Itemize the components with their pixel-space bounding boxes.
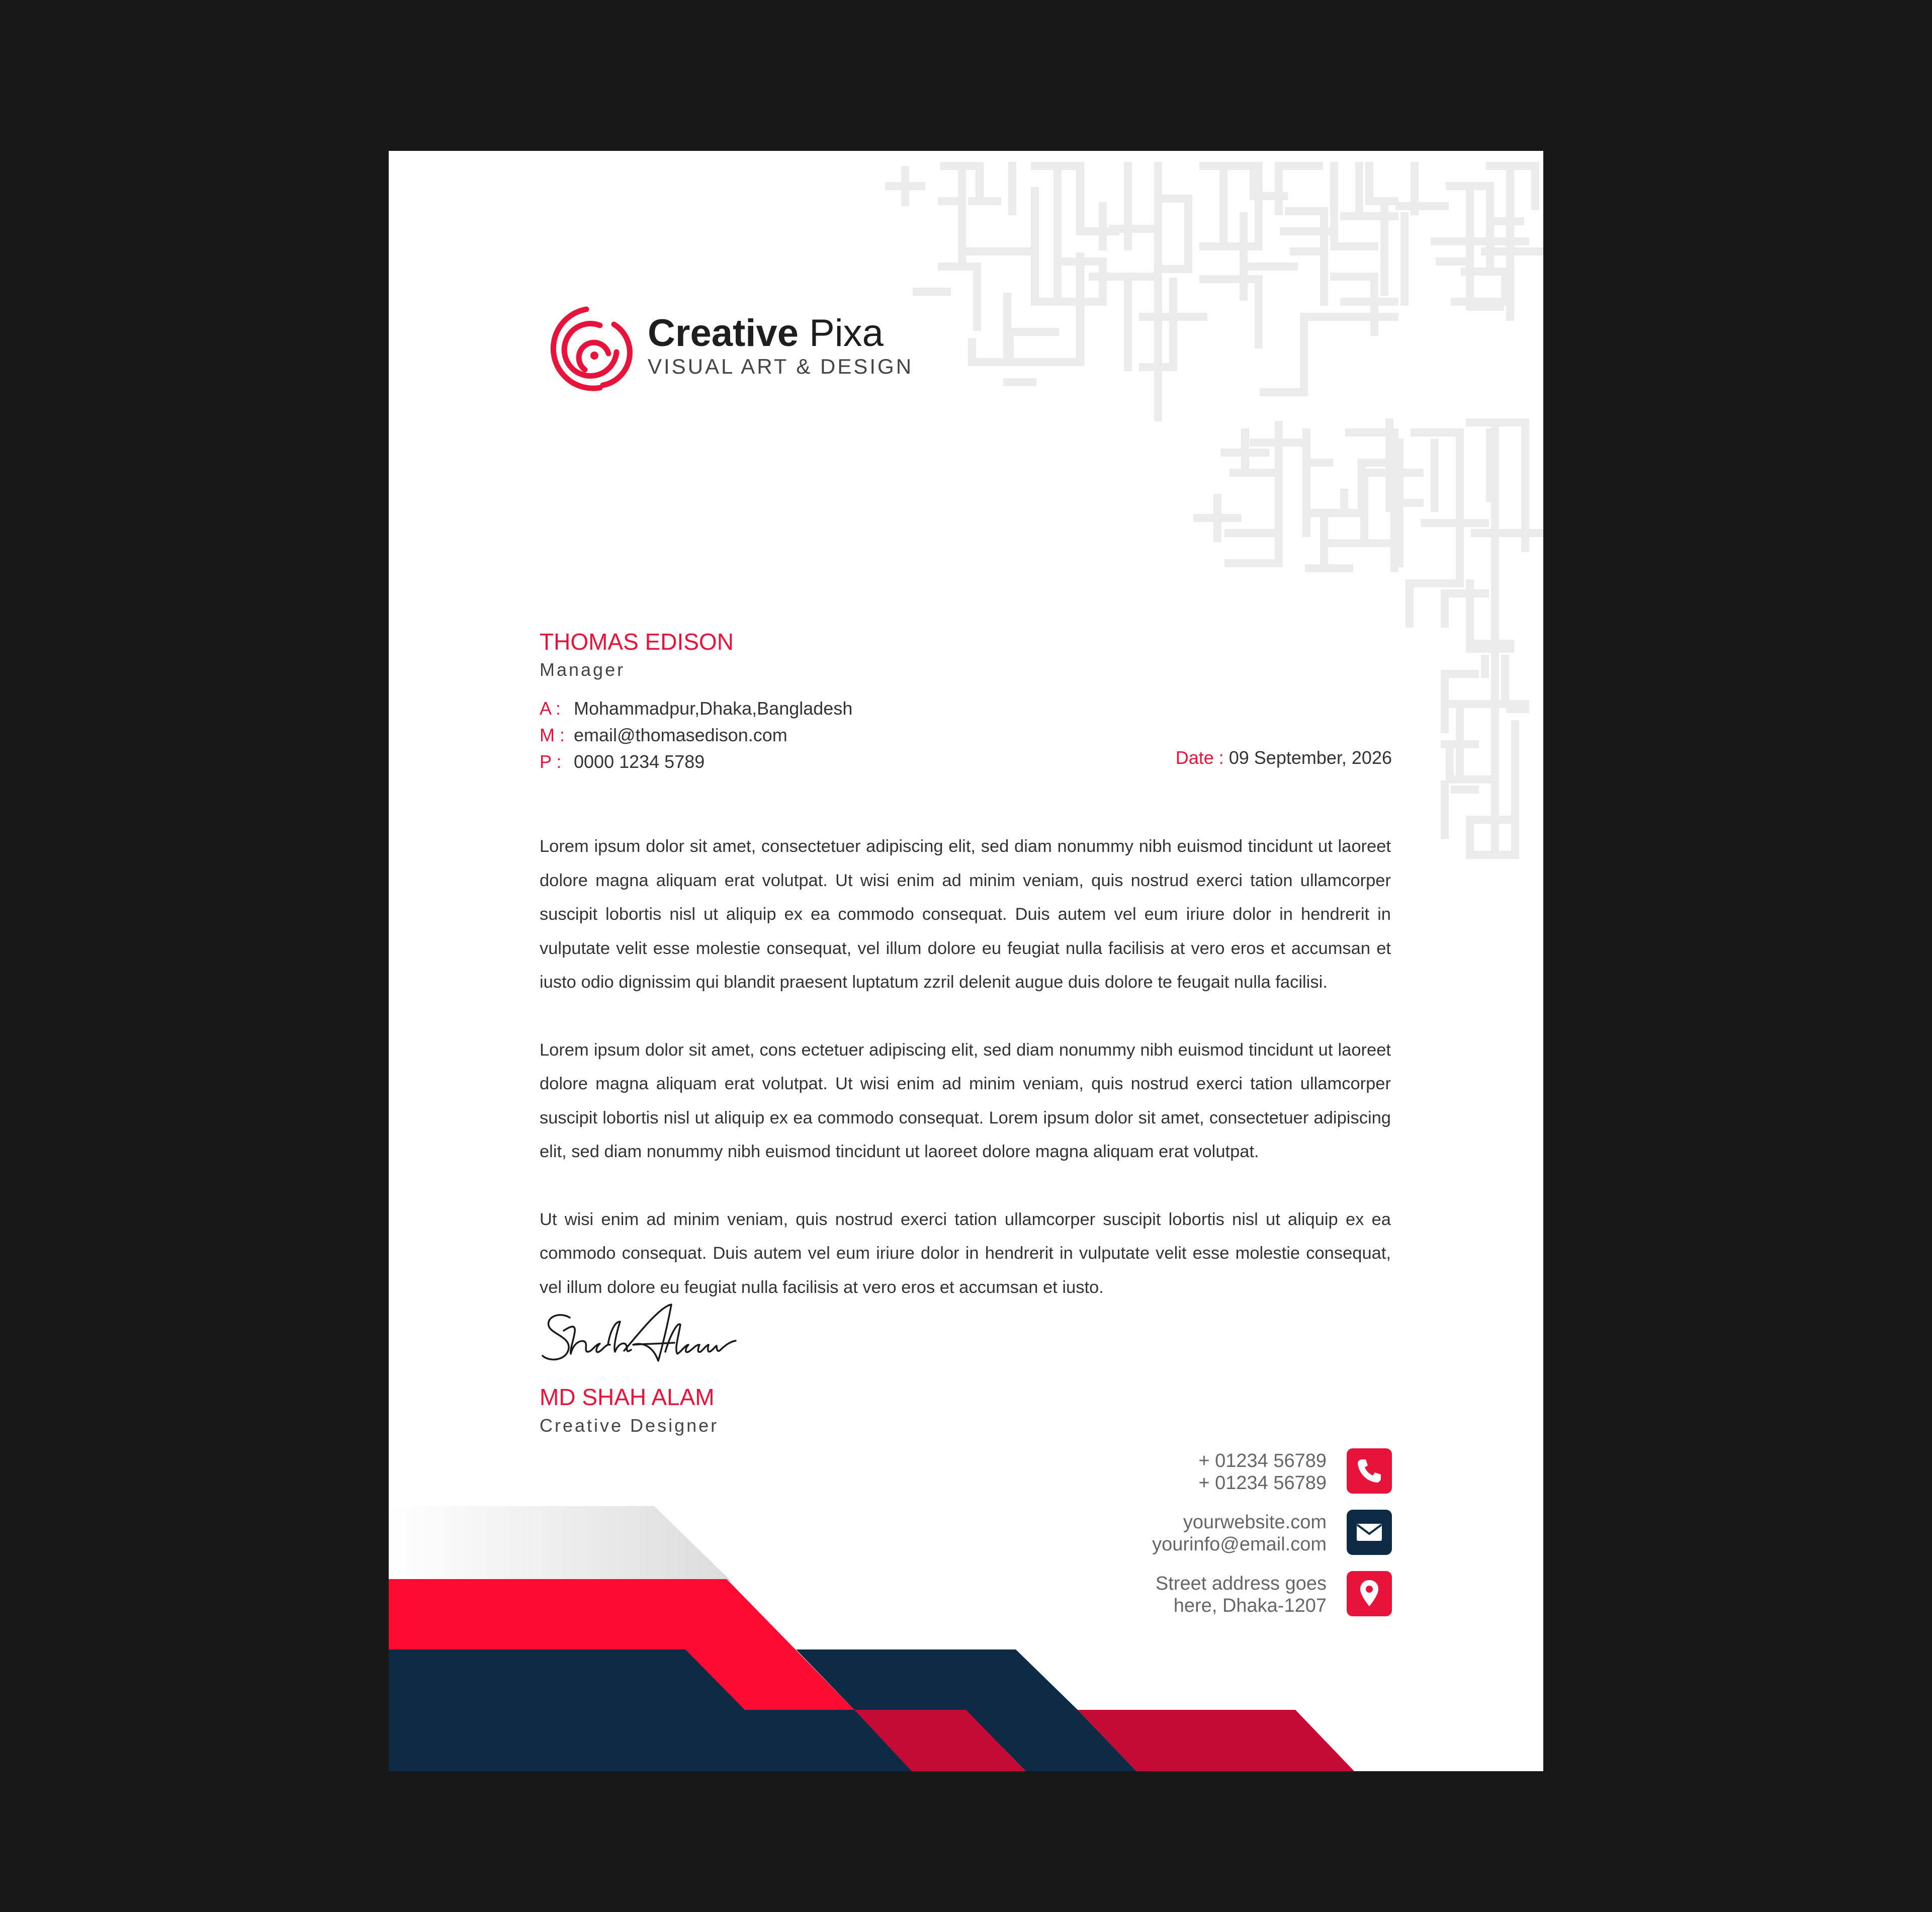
body-paragraph: Lorem ipsum dolor sit amet, consectetuer adipiscing elit, sed diam nonummy nibh euismod tincidunt ut laoreet dolore magna aliquam erat volutpat. Ut wisi enim ad minim veniam, quis nostrud exerci tation ullamcorper suscipit lobortis nisl ut aliquip ex ea commodo consequat. Duis autem vel eum iriure dolor in hendrerit in vulputate velit esse molestie consequat, vel illum dolore eu feugiat nulla facilisis at vero eros et accumsan et iusto odio dignissim qui blandit praesent luptatum zzril delenit augue duis dolore te feugait nulla facilisi.	[540, 837, 1391, 992]
contact-value: email@thomasedison.com	[574, 725, 787, 745]
footer-web-line: yourwebsite.com	[1183, 1512, 1327, 1533]
brand-tagline: VISUAL ART & DESIGN	[648, 355, 914, 378]
contact-value: Mohammadpur,Dhaka,Bangladesh	[574, 698, 853, 719]
letterhead-page	[389, 151, 1543, 1771]
footer-phone-line: + 01234 56789	[1198, 1450, 1327, 1471]
footer-wave-decoration	[389, 151, 1543, 1771]
contact-value: 0000 1234 5789	[574, 751, 705, 772]
date-value: 09 September, 2026	[1223, 747, 1392, 768]
footer-web-line: yourinfo@email.com	[1152, 1534, 1327, 1555]
footer-address-line: here, Dhaka-1207	[1173, 1595, 1327, 1616]
contact-key: P :	[540, 751, 562, 772]
footer-address-line: Street address goes	[1155, 1573, 1327, 1594]
footer-phone-line: + 01234 56789	[1198, 1472, 1327, 1494]
signer-role: Creative Designer	[540, 1415, 719, 1436]
contact-key: M :	[540, 725, 565, 745]
brand-name-light: Pixa	[798, 312, 884, 355]
sender-role: Manager	[540, 659, 626, 680]
sender-name: THOMAS EDISON	[540, 629, 734, 655]
body-paragraph: Ut wisi enim ad minim veniam, quis nostrud exerci tation ullamcorper suscipit lobortis nisl ut aliquip ex ea commodo consequat. Duis autem vel eum iriure dolor in hendrerit in vulputate velit esse molestie consequat, vel illum dolore eu feugiat nulla facilisis at vero eros et accumsan et iusto.	[540, 1209, 1391, 1297]
body-paragraph: Lorem ipsum dolor sit amet, cons ectetuer adipiscing elit, sed diam nonummy nibh euismod tincidunt ut laoreet dolore magna aliquam erat volutpat. Ut wisi enim ad minim veniam, quis nostrud exerci tation ullamcorper suscipit lobortis nisl ut aliquip ex ea commodo consequat. Lorem ipsum dolor sit amet, consectetuer adipiscing elit, sed diam nonummy nibh euismod tincidunt ut laoreet dolore magna aliquam erat volutpat.	[540, 1040, 1391, 1161]
date-label: Date :	[1175, 747, 1224, 768]
signer-name: MD SHAH ALAM	[540, 1384, 715, 1410]
contact-key: A :	[540, 698, 561, 719]
brand-name-bold: Creative	[648, 312, 799, 355]
